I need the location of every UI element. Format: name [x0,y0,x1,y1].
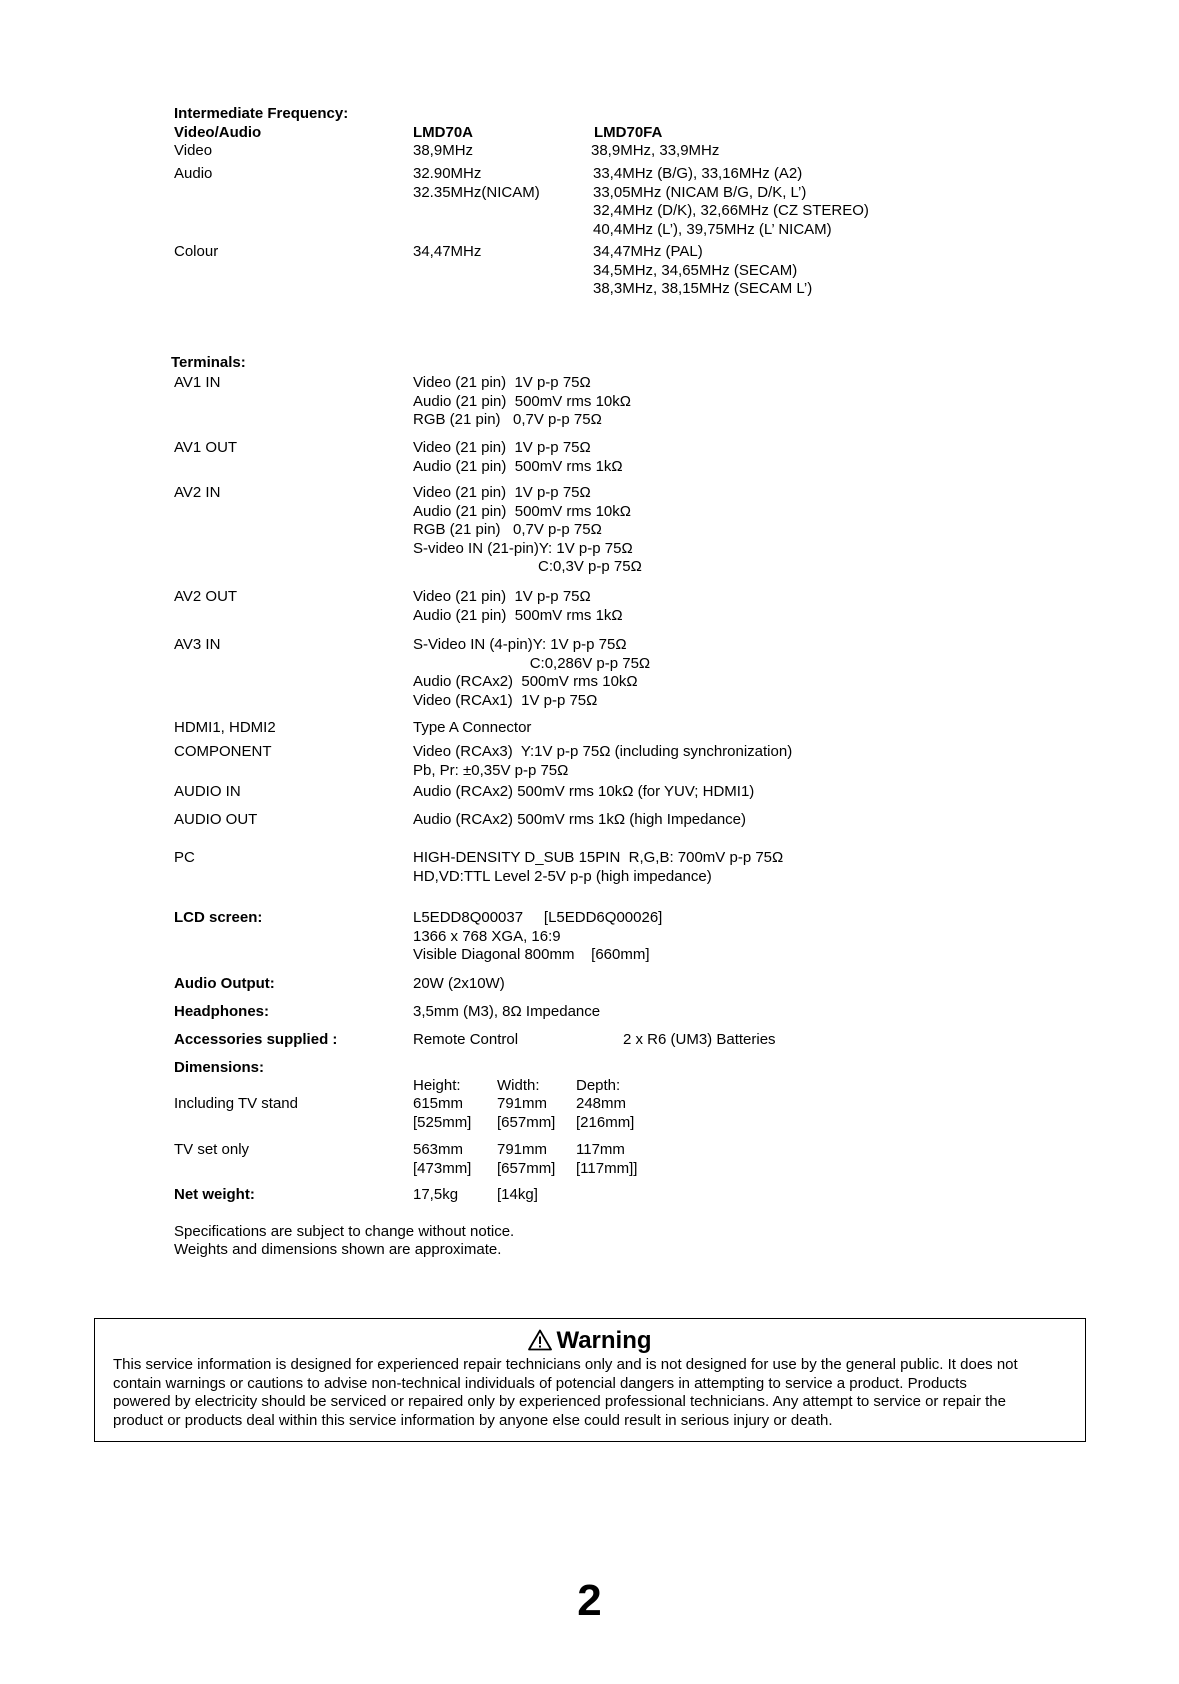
if-colour-b: 34,47MHz (PAL) 34,5MHz, 34,65MHz (SECAM) 38,3MHz, 38,15MHz (SECAM L’) [593,243,813,297]
terminal-audio-in-value: Audio (RCAx2) 500mV rms 10kΩ (for YUV; HDMI1) [413,783,755,800]
terminal-pc-value: HIGH-DENSITY D_SUB 15PIN R,G,B: 700mV p-p 75Ω HD,VD:TTL Level 2-5V p-p (high impedance) [413,849,784,885]
terminal-av2-out-label: AV2 OUT [174,588,238,605]
terminal-audio-out-label: AUDIO OUT [174,811,258,828]
terminal-hdmi-label: HDMI1, HDMI2 [174,719,276,736]
terminal-component-value: Video (RCAx3) Y:1V p-p 75Ω (including synchronization) Pb, Pr: ±0,35V p-p 75Ω [413,743,793,779]
dimensions-label: Dimensions: [174,1059,265,1076]
dimensions-depth-header: Depth: [576,1077,621,1094]
if-audio-b: 33,4MHz (B/G), 33,16MHz (A2) 33,05MHz (NICAM B/G, D/K, L’) 32,4MHz (D/K), 32,66MHz (CZ STEREO) 40,4MHz (L’), 39,75MHz (L’ NICAM) [593,165,869,238]
terminal-av2-in-value: Video (21 pin) 1V p-p 75Ω Audio (21 pin) 500mV rms 10kΩ RGB (21 pin) 0,7V p-p 75Ω S-video IN (21-pin)Y: 1V p-p 75Ω C:0,3V p-p 75Ω [413,484,642,575]
terminal-av2-out-value: Video (21 pin) 1V p-p 75Ω Audio (21 pin) 500mV rms 1kΩ [413,588,623,624]
dimensions-with-stand-depth: 248mm [216mm] [576,1095,635,1131]
warning-text [113,1356,1071,1430]
terminal-pc-label: PC [174,849,195,866]
terminal-av1-in-label: AV1 IN [174,374,221,391]
net-weight-value-b: [14kg] [497,1186,538,1203]
if-colour-a: 34,47MHz [413,243,482,260]
dimensions-set-only-height: 563mm [473mm] [413,1141,472,1177]
note-specs-change: Specifications are subject to change without notice. [174,1223,515,1240]
page-number: 2 [577,1576,602,1625]
if-col-b-header: LMD70FA [594,124,663,141]
dimensions-with-stand-label: Including TV stand [174,1095,298,1112]
terminal-av1-out-label: AV1 OUT [174,439,238,456]
dimensions-width-header: Width: [497,1077,540,1094]
terminal-audio-out-value: Audio (RCAx2) 500mV rms 1kΩ (high Impedance) [413,811,747,828]
audio-output-value: 20W (2x10W) [413,975,505,992]
if-heading: Intermediate Frequency: [174,105,349,122]
accessories-item-remote: Remote Control [413,1031,519,1048]
if-colour-label: Colour [174,243,219,260]
terminal-av3-in-label: AV3 IN [174,636,221,653]
audio-output-label: Audio Output: [174,975,275,992]
dimensions-set-only-width: 791mm [657mm] [497,1141,556,1177]
warning-title: Warning [556,1327,652,1354]
warning-line: contain warnings or cautions to advise non-technical individuals of potencial dangers in attempting to service a product. Products [113,1374,967,1392]
warning-heading [95,1327,1085,1355]
accessories-label: Accessories supplied : [174,1031,338,1048]
dimensions-set-only-depth: 117mm [117mm]] [576,1141,638,1177]
terminal-audio-in-label: AUDIO IN [174,783,241,800]
if-audio-label: Audio [174,165,213,182]
lcd-screen-value: L5EDD8Q00037 [L5EDD6Q00026] 1366 x 768 XGA, 16:9 Visible Diagonal 800mm [660mm] [413,909,663,963]
headphones-value: 3,5mm (M3), 8Ω Impedance [413,1003,601,1020]
terminal-av3-in-value: S-Video IN (4-pin)Y: 1V p-p 75Ω C:0,286V p-p 75Ω Audio (RCAx2) 500mV rms 10kΩ Video (RCAx1) 1V p-p 75Ω [413,636,651,709]
if-col-a-header: LMD70A [413,124,474,141]
note-weights-approx: Weights and dimensions shown are approximate. [174,1241,502,1258]
lcd-screen-label: LCD screen: [174,909,263,926]
terminal-component-label: COMPONENT [174,743,272,760]
warning-line: powered by electricity should be serviced or repaired only by experienced professional technicians. Any attempt to service or repair the [113,1393,1006,1410]
headphones-label: Headphones: [174,1003,270,1020]
if-video-b: 38,9MHz, 33,9MHz [591,142,720,159]
dimensions-with-stand-width: 791mm [657mm] [497,1095,556,1131]
if-subheading: Video/Audio [174,124,262,141]
net-weight-label: Net weight: [174,1186,255,1203]
terminals-heading: Terminals: [171,354,246,371]
if-audio-a: 32.90MHz 32.35MHz(NICAM) [413,165,540,201]
accessories-item-batteries: 2 x R6 (UM3) Batteries [623,1031,776,1048]
dimensions-with-stand-height: 615mm [525mm] [413,1095,472,1131]
net-weight-value-a: 17,5kg [413,1186,459,1203]
if-video-label: Video [174,142,213,159]
warning-triangle-icon [528,1327,556,1354]
warning-box [94,1318,1086,1442]
warning-line: product or products deal within this service information by anyone else could result in serious injury or death. [113,1411,833,1429]
terminal-hdmi-value: Type A Connector [413,719,532,736]
dimensions-height-header: Height: [413,1077,461,1094]
terminal-av2-in-label: AV2 IN [174,484,221,501]
terminal-av1-in-value: Video (21 pin) 1V p-p 75Ω Audio (21 pin) 500mV rms 10kΩ RGB (21 pin) 0,7V p-p 75Ω [413,374,631,428]
warning-line: This service information is designed for experienced repair technicians only and is not designed for use by the general public. It does not [113,1356,1018,1373]
dimensions-set-only-label: TV set only [174,1141,250,1158]
terminal-av1-out-value: Video (21 pin) 1V p-p 75Ω Audio (21 pin) 500mV rms 1kΩ [413,439,623,475]
if-video-a: 38,9MHz [413,142,474,159]
